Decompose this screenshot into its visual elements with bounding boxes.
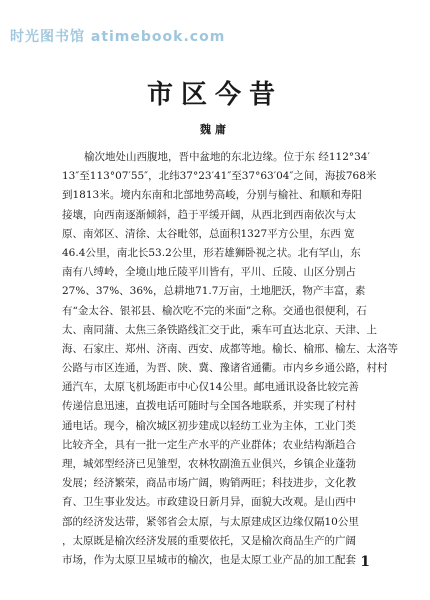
text-line: 到1813米。境内东南和北部地势高峻，分别与榆社、和顺和寿阳 <box>62 189 362 202</box>
text-line: 通汽车，太原飞机场距市中心仅14公里。邮电通讯设备比较完善 <box>62 381 359 394</box>
text-line: 原、南郊区、清徐、太谷毗邻，总面积1327平方公里，东西 宽 <box>62 227 355 240</box>
text-line: 发展；经济繁荣，商品市场广阔，购销两旺；科技进步，文化教 <box>62 477 356 490</box>
text-line: 海、石家庄、郑州、济南、西安、成都等地。榆长、榆邢、榆左、太洛等 <box>62 342 398 355</box>
text-line: 市场，作为太原卫星城市的榆次，也是太原工业产品的加工配套 <box>62 553 356 566</box>
author-name: 魏庸 <box>200 123 230 136</box>
text-line: 传递信息迅速，直拨电话可随时与全国各地联系，并实现了村村 <box>62 400 356 413</box>
text-line: 公路与市区连通，为晋、陕、冀、豫诸省通衢。市内乡乡通公路，村村 <box>62 362 388 375</box>
text-line: 太、南同蒲、太焦三条铁路线汇交于此，乘车可直达北京、天津、上 <box>62 323 377 336</box>
watermark: 时光图书馆 atimebook.com <box>10 29 226 45</box>
text-line: 部的经济发达带，紧邻省会太原，与太原建成区边缘仅隔10公里 <box>62 515 359 528</box>
text-line: 理，城郊型经济已见雏型，农林牧副渔五业俱兴，乡镇企业蓬勃 <box>62 458 356 470</box>
text-line: 通电话。现今，榆次城区初步建成以轻纺工业为主体，工业门类 <box>62 419 356 432</box>
text-line: 接壤，向西南逐渐倾斜，趋于平缓开阔，从西北到西南依次与太 <box>62 208 356 221</box>
text-line: 育、卫生事业发达。市政建设日新月异，面貌大改观。是山西中 <box>62 496 356 509</box>
text-line: 46.4公里，南北长53.2公里，形若雄狮卧视之状。北有罕山，东 <box>62 246 361 259</box>
text-line: 27%、37%、36%，总耕地71.7万亩，土地肥沃，物产丰富，素 <box>62 285 366 298</box>
text-line: 有“金太谷、银祁县、榆次吃不完的米面”之称。交通也很便利，石 <box>62 304 367 317</box>
body-text <box>62 148 402 570</box>
text-line: 榆次地处山西腹地，晋中盆地的东北边缘。位于东 经112°34′ <box>84 151 370 163</box>
text-line: 13″至113°07′55″，北纬37°23′41″至37°63′04″之间，海拔768米 <box>62 170 377 183</box>
text-line: ，太原既是榆次经济发展的重要依托，又是榆次商品生产的广阔 <box>62 534 356 547</box>
page-number: 1 <box>360 554 370 570</box>
text-line: 南有八缚岭，全境山地丘陵平川皆有，平川、丘陵、山区分别占 <box>62 266 356 279</box>
text-line: 比较齐全，具有一批一定生产水平的产业群体；农业结构渐趋合 <box>62 438 356 451</box>
page-title: 市区今昔 <box>146 80 283 110</box>
